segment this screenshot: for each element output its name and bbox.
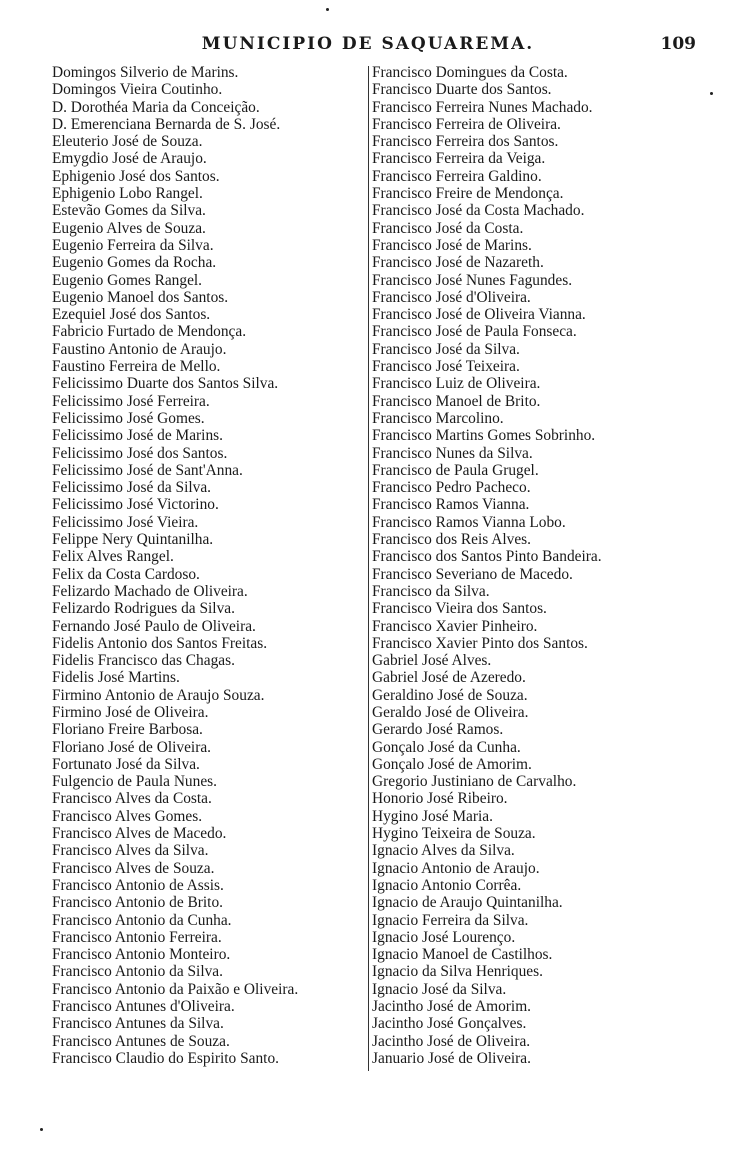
list-item: Francisco Ferreira de Oliveira. (372, 115, 561, 133)
list-item: Felicissimo José de Marins. (52, 427, 223, 445)
list-item: Ignacio Antonio Corrêa. (372, 876, 522, 894)
list-item: Francisco Ferreira dos Santos. (372, 133, 559, 151)
list-item: Francisco Antonio Monteiro. (52, 946, 231, 964)
list-item: Eugenio Manoel dos Santos. (52, 288, 229, 306)
list-item: Francisco José d'Oliveira. (372, 288, 531, 306)
list-item: Januario José de Oliveira. (372, 1049, 531, 1067)
list-item: Francisco Manoel de Brito. (372, 392, 541, 410)
list-item: Francisco Antonio da Cunha. (52, 911, 232, 929)
list-item: Gonçalo José de Amorim. (372, 755, 532, 773)
list-item: Francisco José de Paula Fonseca. (372, 323, 577, 341)
list-item: Ignacio José da Silva. (372, 980, 507, 998)
list-item: Ignacio de Araujo Quintanilha. (372, 894, 563, 912)
list-item: Ignacio José Lourenço. (372, 928, 516, 946)
list-item: Floriano José de Oliveira. (52, 738, 212, 756)
list-item: Francisco Marcolino. (372, 409, 504, 427)
list-item: Francisco Ferreira da Veiga. (372, 150, 546, 168)
list-item: Francisco Duarte dos Santos. (372, 81, 552, 99)
page-title: MUNICIPIO DE SAQUAREMA. (201, 34, 535, 54)
list-item: Firmino José de Oliveira. (52, 703, 209, 721)
list-item: Eugenio Ferreira da Silva. (52, 236, 214, 254)
list-item: Francisco José da Costa. (372, 219, 524, 237)
list-item: Francisco José de Marins. (372, 236, 532, 254)
list-item: Jacintho José Gonçalves. (372, 1015, 527, 1033)
list-item: Estevão Gomes da Silva. (52, 202, 206, 220)
list-item: Felicissimo José Ferreira. (52, 392, 210, 410)
list-item: Francisco Antonio da Paixão e Oliveira. (52, 980, 299, 998)
list-item: Faustino Ferreira de Mello. (52, 358, 221, 376)
list-item: Francisco Ramos Vianna. (372, 496, 530, 514)
list-item: Ephigenio José dos Santos. (52, 167, 220, 185)
list-item: Emygdio José de Araujo. (52, 150, 207, 168)
list-item: Gerardo José Ramos. (372, 721, 504, 739)
list-item: Ignacio Alves da Silva. (372, 842, 515, 860)
list-item: Floriano Freire Barbosa. (52, 721, 203, 739)
list-item: Francisco Ferreira Nunes Machado. (372, 98, 593, 116)
list-item: Francisco José de Nazareth. (372, 254, 544, 272)
list-item: Francisco Claudio do Espirito Santo. (52, 1049, 279, 1067)
list-item: Francisco Vieira dos Santos. (372, 600, 547, 618)
list-item: Ezequiel José dos Santos. (52, 306, 211, 324)
list-item: Francisco dos Reis Alves. (372, 531, 532, 549)
list-item: Francisco Xavier Pinto dos Santos. (372, 634, 588, 652)
list-item: Francisco Ferreira Galdino. (372, 167, 542, 185)
list-item: Felicissimo José da Silva. (52, 479, 212, 497)
list-item: Gabriel José Alves. (372, 652, 492, 670)
list-item: Fidelis Antonio dos Santos Freitas. (52, 634, 268, 652)
list-item: Francisco Ramos Vianna Lobo. (372, 513, 566, 531)
list-item: Francisco José Teixeira. (372, 358, 520, 376)
list-item: Fabricio Furtado de Mendonça. (52, 323, 247, 341)
list-item: Ignacio da Silva Henriques. (372, 963, 543, 981)
list-item: D. Dorothéa Maria da Conceição. (52, 98, 260, 116)
list-item: Hygino José Maria. (372, 807, 493, 825)
list-item: Francisco Pedro Pacheco. (372, 479, 531, 497)
list-item: D. Emerenciana Bernarda de S. José. (52, 115, 281, 133)
list-item: Gabriel José de Azeredo. (372, 669, 526, 687)
list-item: Francisco Severiano de Macedo. (372, 565, 573, 583)
list-item: Ignacio Antonio de Araujo. (372, 859, 540, 877)
list-item: Jacintho José de Amorim. (372, 998, 532, 1016)
list-item: Eleuterio José de Souza. (52, 133, 203, 151)
left-column-list (52, 64, 364, 1067)
list-item: Francisco Xavier Pinheiro. (372, 617, 538, 635)
list-item: Geraldino José de Souza. (372, 686, 528, 704)
list-item: Eugenio Gomes da Rocha. (52, 254, 217, 272)
list-item: Eugenio Alves de Souza. (52, 219, 206, 237)
list-item: Francisco José Nunes Fagundes. (372, 271, 573, 289)
list-item: Felicissimo José Vieira. (52, 513, 199, 531)
list-item: Geraldo José de Oliveira. (372, 703, 529, 721)
list-item: Francisco Antunes de Souza. (52, 1032, 230, 1050)
list-item: Fidelis José Martins. (52, 669, 180, 687)
list-item: Francisco Luiz de Oliveira. (372, 375, 541, 393)
list-item: Felicissimo José Victorino. (52, 496, 219, 514)
list-item: Francisco Martins Gomes Sobrinho. (372, 427, 596, 445)
list-item: Fidelis Francisco das Chagas. (52, 652, 235, 670)
list-item: Felicissimo José dos Santos. (52, 444, 228, 462)
list-item: Francisco José de Oliveira Vianna. (372, 306, 586, 324)
list-item: Francisco José da Costa Machado. (372, 202, 585, 220)
list-item: Hygino Teixeira de Souza. (372, 825, 536, 843)
list-item: Gonçalo José da Cunha. (372, 738, 521, 756)
list-item: Francisco da Silva. (372, 582, 490, 600)
list-item: Francisco Alves Gomes. (52, 807, 203, 825)
list-item: Felicissimo José Gomes. (52, 409, 205, 427)
list-item: Faustino Antonio de Araujo. (52, 340, 227, 358)
list-item: Francisco Alves de Souza. (52, 859, 215, 877)
list-item: Ignacio Manoel de Castilhos. (372, 946, 553, 964)
ink-speck (710, 92, 713, 95)
list-item: Francisco Alves de Macedo. (52, 825, 227, 843)
list-item: Fortunato José da Silva. (52, 755, 200, 773)
list-item: Felizardo Machado de Oliveira. (52, 582, 248, 600)
ink-speck (326, 8, 329, 11)
list-item: Francisco Domingues da Costa. (372, 64, 568, 81)
list-item: Francisco Antonio de Brito. (52, 894, 223, 912)
list-item: Francisco Antonio Ferreira. (52, 928, 222, 946)
list-item: Domingos Vieira Coutinho. (52, 81, 223, 99)
list-item: Francisco José da Silva. (372, 340, 520, 358)
list-item: Felix Alves Rangel. (52, 548, 174, 566)
list-item: Felicissimo José de Sant'Anna. (52, 461, 243, 479)
list-item: Domingos Silverio de Marins. (52, 64, 239, 81)
column-divider (368, 66, 369, 1071)
list-item: Francisco Freire de Mendonça. (372, 185, 564, 203)
list-item: Eugenio Gomes Rangel. (52, 271, 203, 289)
list-item: Fulgencio de Paula Nunes. (52, 773, 217, 791)
list-item: Felippe Nery Quintanilha. (52, 531, 214, 549)
list-item: Francisco Antonio de Assis. (52, 876, 224, 894)
list-item: Francisco Nunes da Silva. (372, 444, 533, 462)
list-item: Francisco Antunes d'Oliveira. (52, 998, 235, 1016)
list-item: Francisco Antonio da Silva. (52, 963, 223, 981)
list-item: Francisco Antunes da Silva. (52, 1015, 224, 1033)
list-item: Honorio José Ribeiro. (372, 790, 508, 808)
list-item: Firmino Antonio de Araujo Souza. (52, 686, 265, 704)
list-item: Fernando José Paulo de Oliveira. (52, 617, 256, 635)
list-item: Ignacio Ferreira da Silva. (372, 911, 529, 929)
right-column-list (372, 64, 712, 1067)
list-item: Jacintho José de Oliveira. (372, 1032, 531, 1050)
list-item: Gregorio Justiniano de Carvalho. (372, 773, 577, 791)
list-item: Francisco de Paula Grugel. (372, 461, 539, 479)
ink-speck (40, 1128, 43, 1131)
list-item: Francisco dos Santos Pinto Bandeira. (372, 548, 602, 566)
list-item: Felicissimo Duarte dos Santos Silva. (52, 375, 279, 393)
list-item: Francisco Alves da Costa. (52, 790, 212, 808)
list-item: Felizardo Rodrigues da Silva. (52, 600, 235, 618)
page-number: 109 (660, 34, 696, 54)
list-item: Felix da Costa Cardoso. (52, 565, 200, 583)
list-item: Ephigenio Lobo Rangel. (52, 185, 203, 203)
list-item: Francisco Alves da Silva. (52, 842, 209, 860)
